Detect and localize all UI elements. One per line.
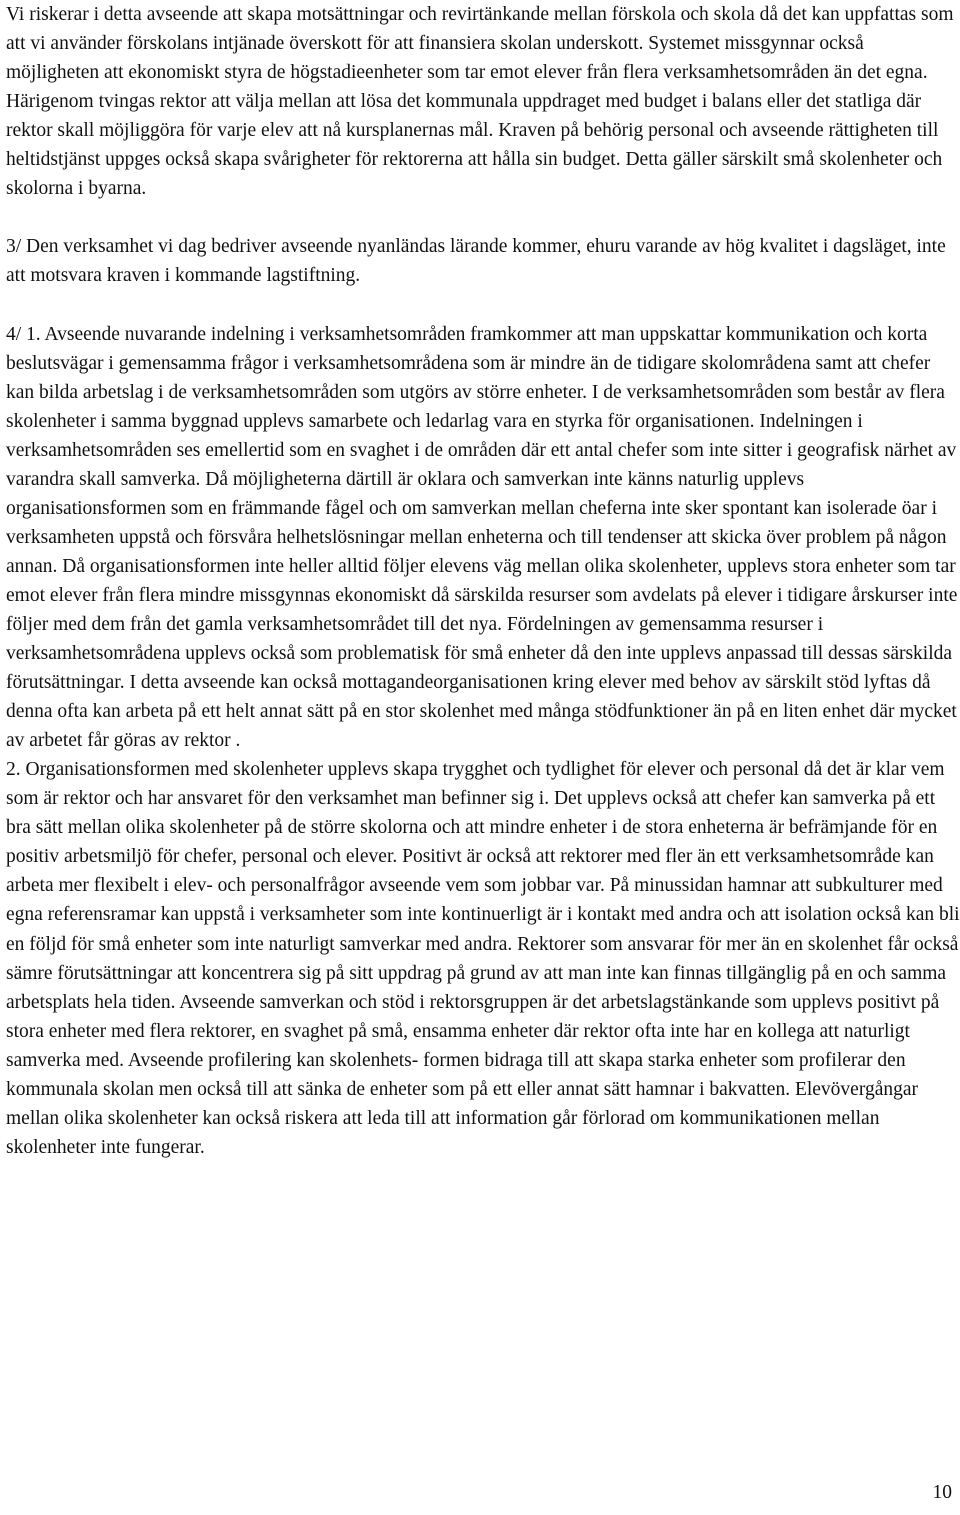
paragraph-1: Vi riskerar i detta avseende att skapa motsättningar och revirtänkande mellan förskola och skola då det kan uppfattas som att vi använder förskolans intjänade överskott för att finansiera skolan underskott. Systemet missgynnar också möjligheten att ekonomiskt styra de högstadieenheter som tar emot elever från flera verksamhetsområden än det egna. Härigenom tvingas rektor att välja mellan att lösa det kommunala uppdraget med budget i balans eller det statliga där rektor skall möjliggöra för varje elev att nå kursplanernas mål. Kraven på behörig personal och avseende rättigheten till heltidstjänst uppges också skapa svårigheter för rektorerna att hålla sin budget. Detta gäller särskilt små skolenheter och skolorna i byarna. bbox=[6, 4, 954, 200]
page-number: 10 bbox=[932, 1482, 952, 1503]
document-page bbox=[6, 0, 960, 1162]
paragraph-gap bbox=[6, 203, 960, 232]
paragraph-4: 2. Organisationsformen med skolenheter upplevs skapa trygghet och tydlighet för elever och personal då det är klar vem som är rektor och har ansvaret för den verksamhet man befinner sig i. Det upplevs också att chefer kan samverka på ett bra sätt mellan olika skolenheter på de större skolorna och att mindre enheter i de stora enheterna är befrämjande för en positiv arbetsmiljö för chefer, personal och elever. Positivt är också att rektorer med fler än ett verksamhetsområde kan arbeta mer flexibelt i elev- och personalfrågor avseende vem som jobbar var. På minussidan hamnar att subkulturer med egna referensramar kan uppstå i verksamheter som inte kontinuerligt är i kontakt med andra och att isolation också kan bli en följd för små enheter som inte naturligt samverkar med andra. Rektorer som ansvarar för mer än en skolenhet får också sämre förutsättningar att koncentrera sig på sitt uppdrag på grund av att man inte kan finnas tillgänglig på en och samma arbetsplats hela tiden. Avseende samverkan och stöd i rektorsgruppen är det arbetslagstänkande som upplevs positivt på stora enheter med flera rektorer, en svaghet på små, ensamma enheter där rektor ofta inte har en kollega att naturligt samverka med. Avseende profilering kan skolenhets- formen bidraga till att skapa starka enheter som profilerar den kommunala skolan men också till att sänka de enheter som på ett eller annat sätt hamnar i bakvatten. Elevövergångar mellan olika skolenheter kan också riskera att leda till att information går förlorad om kommunikationen mellan skolenheter inte fungerar. bbox=[6, 759, 960, 1158]
paragraph-3: 4/ 1. Avseende nuvarande indelning i verksamhetsområden framkommer att man uppskattar kommunikation och korta beslutsvägar i gemensamma frågor i verksamhetsområdena som är mindre än de tidigare skolområdena samt att chefer kan bilda arbetslag i de verksamhetsområden som utgörs av större enheter. I de verksamhetsområden som består av flera skolenheter i samma byggnad upplevs samarbete och ledarlag vara en styrka för organisationen. Indelningen i verksamhetsområden ses emellertid som en svaghet i de områden där ett antal chefer som inte sitter i geografisk närhet av varandra skall samverka. Då möjligheterna därtill är oklara och samverkan inte känns naturlig upplevs organisationsformen som en främmande fågel och om samverkan mellan cheferna inte sker spontant kan isolerade öar i verksamheten uppstå och försvåra helhetslösningar mellan enheterna och till tendenser att skicka över problem på någon annan. Då organisationsformen inte heller alltid följer elevens väg mellan olika skolenheter, upplevs stora enheter som tar emot elever från flera mindre missgynnas ekonomiskt då särskilda resurser som avdelats på elever i tidigare årskurser inte följer med dem från det gamla verksamhetsområdet till det nya. Fördelningen av gemensamma resurser i verksamhetsområdena upplevs också som problematisk för små enheter då den inte upplevs anpassad till dessas särskilda förutsättningar. I detta avseende kan också mottagandeorganisationen kring elever med behov av särskilt stöd lyftas då denna ofta kan arbeta på ett helt annat sätt på en stor skolenhet med många stödfunktioner än på en liten enhet där mycket av arbetet får göras av rektor . bbox=[6, 323, 958, 752]
paragraph-gap bbox=[6, 290, 960, 319]
paragraph-2: 3/ Den verksamhet vi dag bedriver avseende nyanländas lärande kommer, ehuru varande av hög kvalitet i dagsläget, inte att motsvara kraven i kommande lagstiftning. bbox=[6, 236, 946, 287]
